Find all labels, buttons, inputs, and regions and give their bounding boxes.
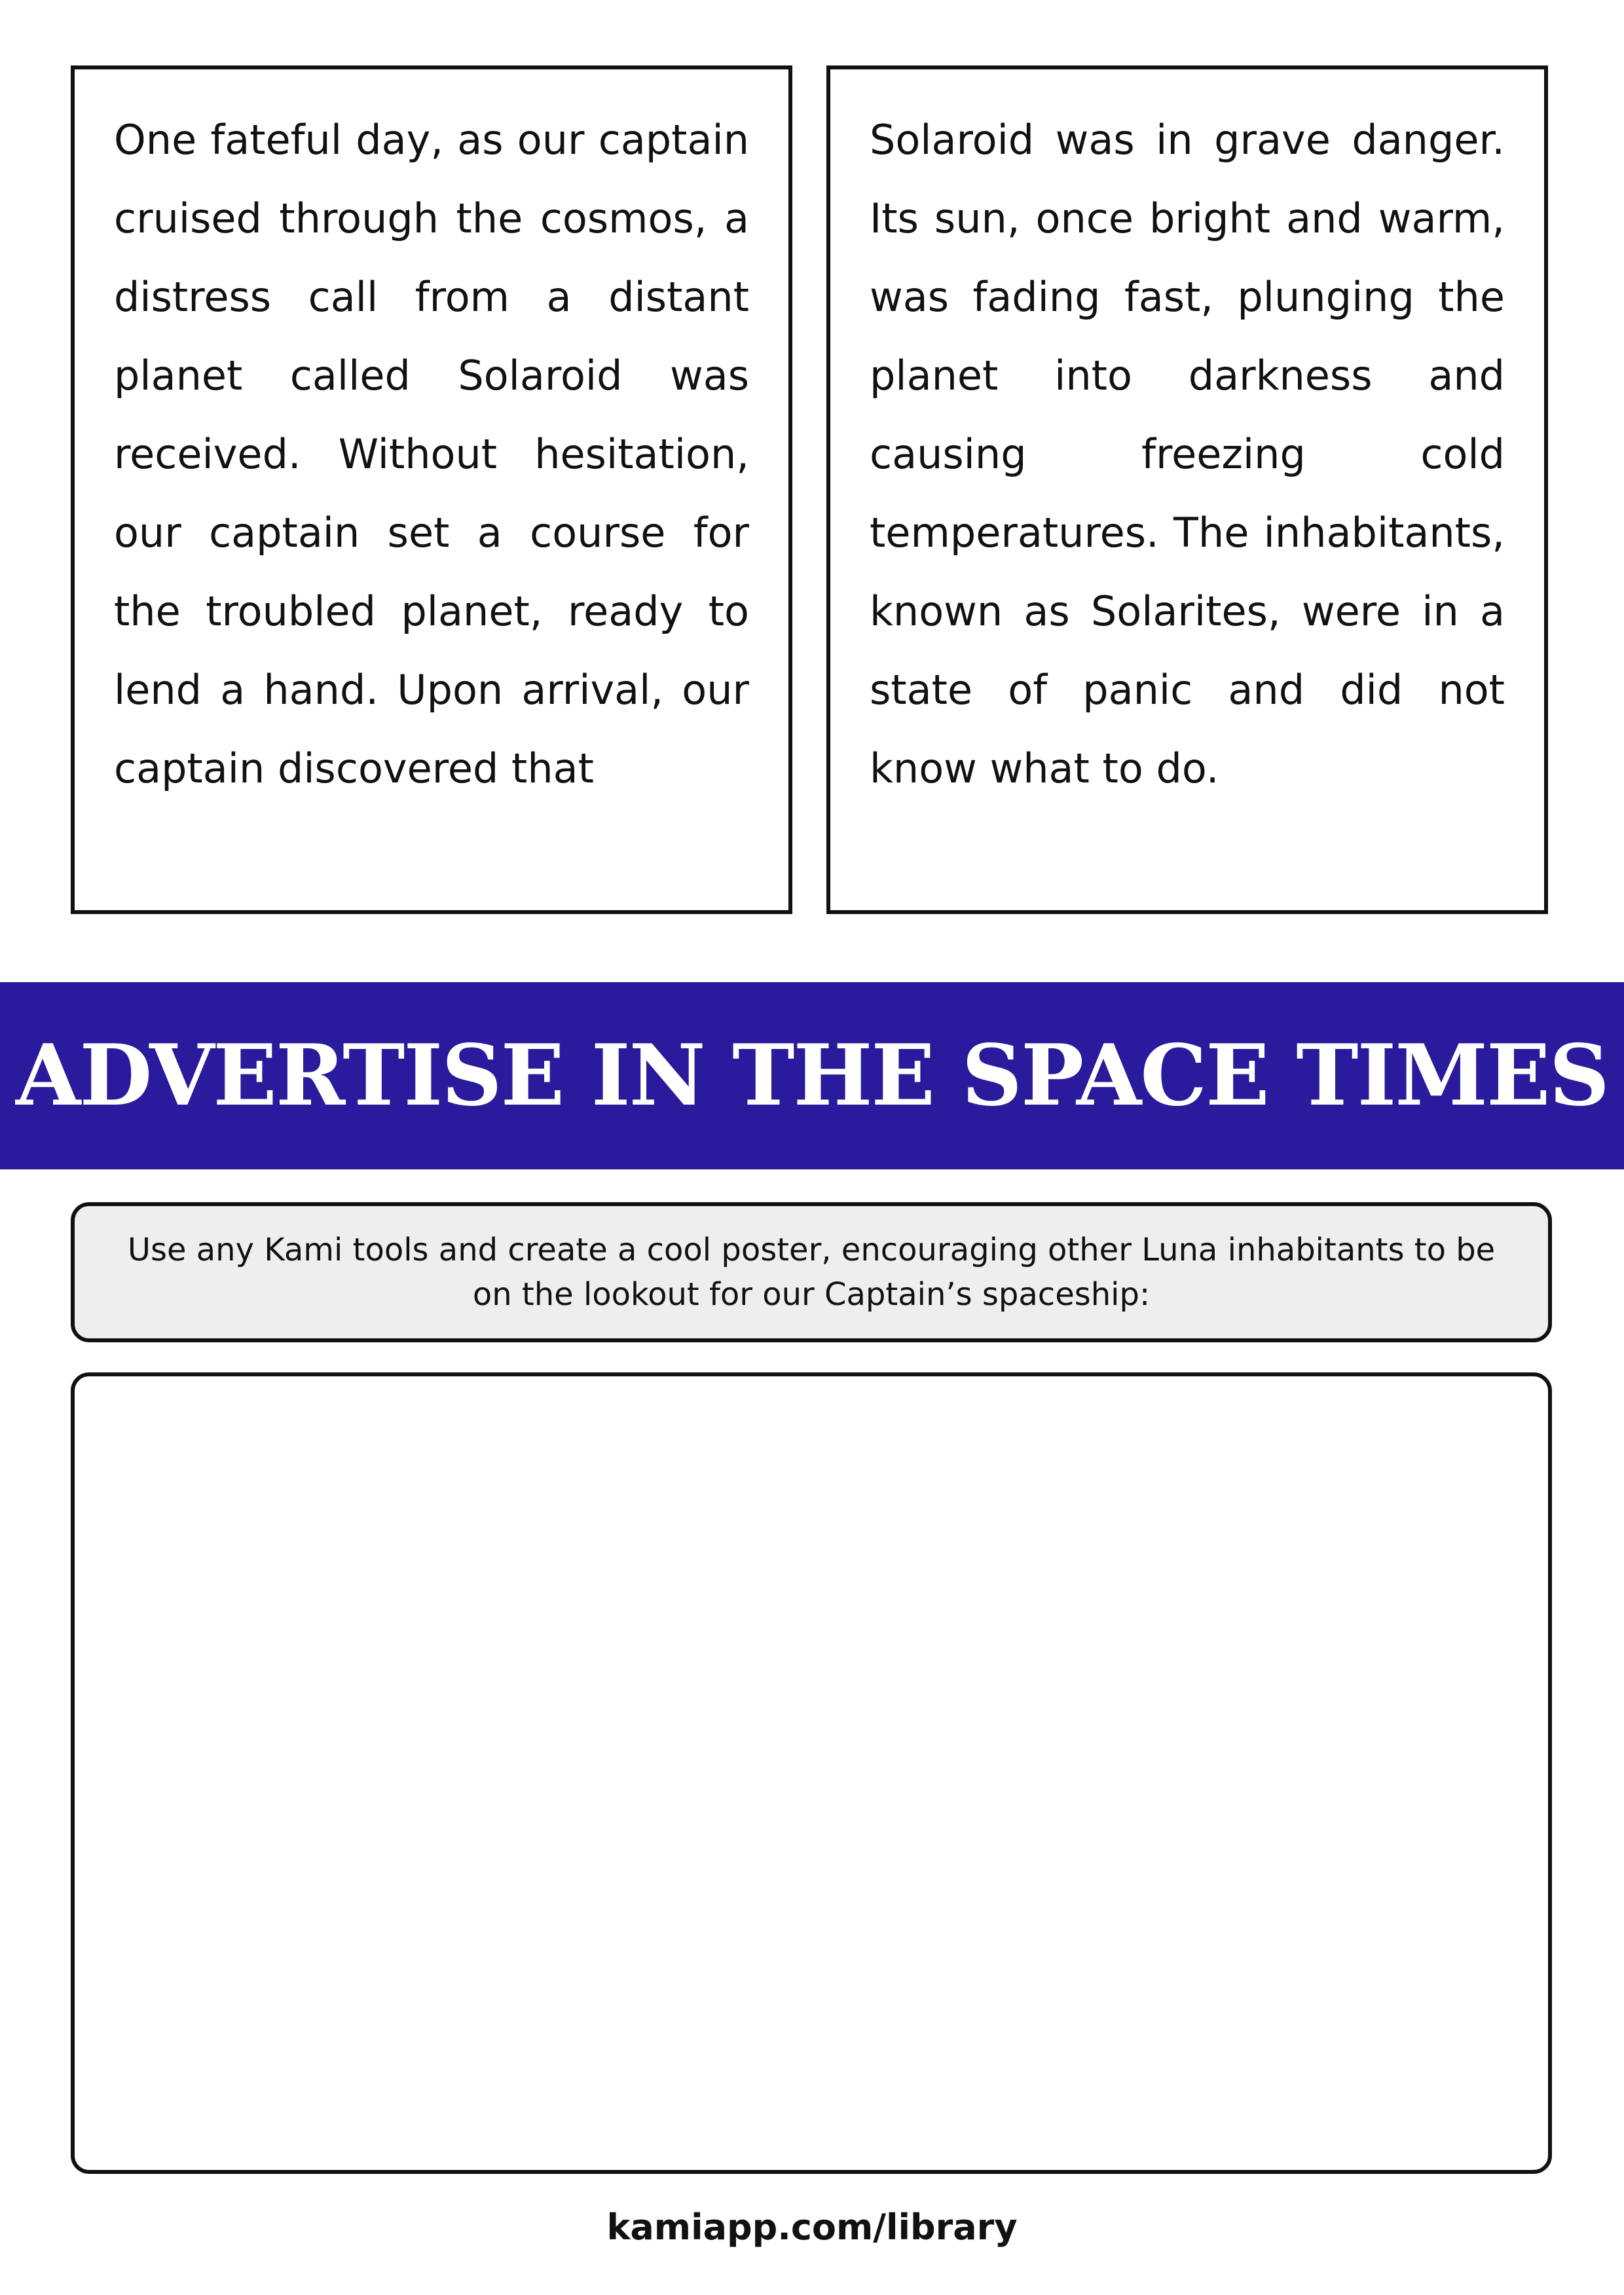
section-banner (0, 982, 1624, 1169)
story-text-left: One fateful day, as our captain cruised through the cosmos, a distress call from a distant planet called Solaroid was received. Without hesitation, our captain set a course for the troubled planet, ready to lend a hand. Upon arrival, our captain discovered that (114, 116, 749, 792)
poster-drawing-area[interactable] (71, 1372, 1552, 2174)
story-panel-right (826, 65, 1548, 914)
instructions-box (71, 1202, 1552, 1342)
footer-link[interactable]: kamiapp.com/library (606, 2207, 1018, 2248)
banner-title: ADVERTISE IN THE SPACE TIMES (16, 1027, 1608, 1125)
story-panel-left (71, 65, 792, 914)
story-text-right: Solaroid was in grave danger. Its sun, once bright and warm, was fading fast, plunging the planet into darkness and causing freezing cold temperatures. The inhabitants, known as Solarites, were in a state of panic and did not know what to do. (870, 116, 1505, 792)
instructions-text: Use any Kami tools and create a cool poster, encouraging other Luna inhabitants to be on the lookout for our Captain’s spaceship: (127, 1232, 1496, 1313)
